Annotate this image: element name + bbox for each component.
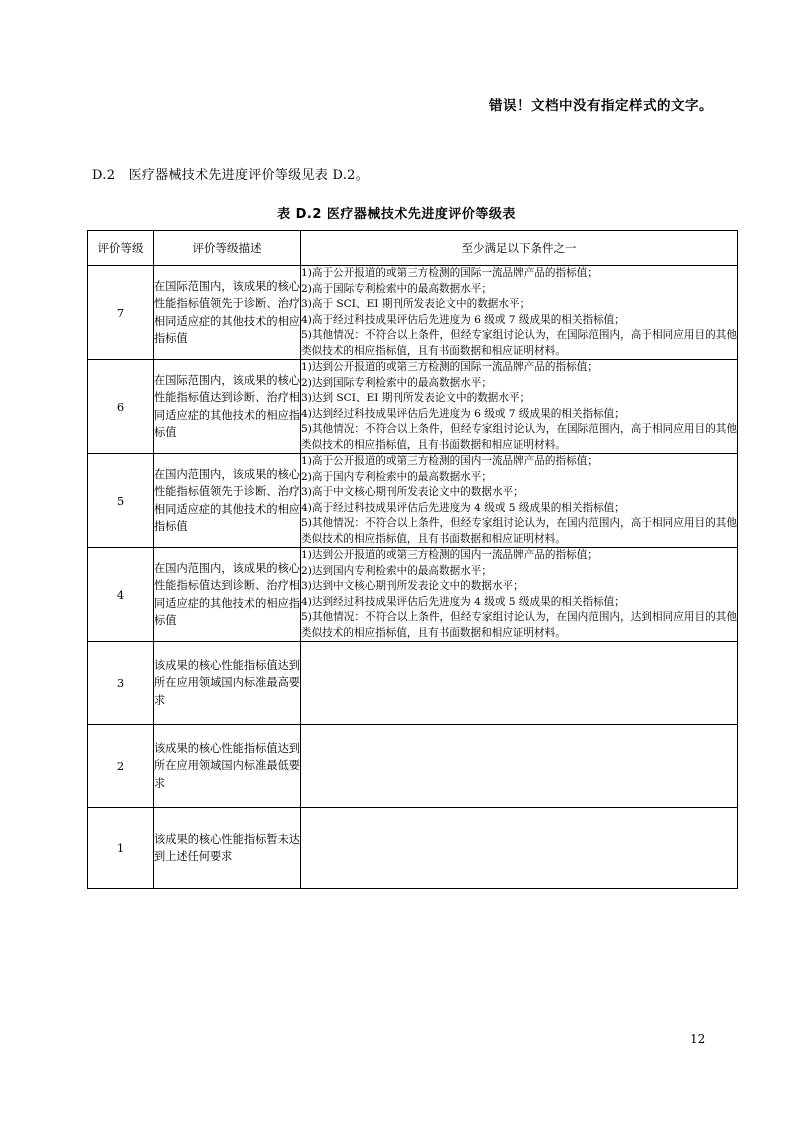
table-caption: 表 D.2 医疗器械技术先进度评价等级表 <box>277 207 516 222</box>
condition-item: 5)其他情况：不符合以上条件，但经专家组讨论认为，在国际范围内，高于相同应用目的其他类似技术的相应指标值，且有书面数据和相应证明材料。 <box>301 329 737 357</box>
condition-item: 4)达到经过科技成果评估后先进度为 6 级或 7 级成果的相关指标值； <box>301 407 625 420</box>
table-row <box>88 642 738 725</box>
table-header-row <box>88 231 738 266</box>
condition-item: 5)其他情况：不符合以上条件，但经专家组讨论认为，在国内范围内，高于相同应用目的其他类似技术的相应指标值，且有书面数据和相应证明材料。 <box>301 517 737 545</box>
condition-item: 3)达到中文核心期刊所发表论文中的数据水平； <box>301 580 524 592</box>
grade-description: 在国内范围内，该成果的核心性能指标值达到诊断、治疗相同适应症的其他技术的相应指标值 <box>154 548 301 642</box>
grade-conditions-empty <box>301 808 738 889</box>
condition-item: 3)达到 SCI、EI 期刊所发表论文中的数据水平； <box>301 392 531 404</box>
table-row <box>88 266 738 360</box>
grade-description: 在国际范围内，该成果的核心性能指标值领先于诊断、治疗相同适应症的其他技术的相应指标值 <box>154 266 301 360</box>
table-row <box>88 548 738 642</box>
grade-conditions <box>301 454 738 548</box>
condition-item: 2)达到国际专利检索中的最高数据水平； <box>301 376 492 389</box>
grade-level: 6 <box>88 360 154 454</box>
table-row <box>88 725 738 808</box>
condition-item: 2)高于国际专利检索中的最高数据水平； <box>301 282 492 295</box>
condition-item: 5)其他情况：不符合以上条件，但经专家组讨论认为，在国际范围内，高于相同应用目的其他类似技术的相应指标值，且有书面数据和相应证明材料。 <box>301 423 737 451</box>
condition-item: 5)其他情况：不符合以上条件，但经专家组讨论认为，在国内范围内，达到相同应用目的其他类似技术的相应指标值，且有书面数据和相应证明材料。 <box>301 611 737 639</box>
condition-item: 1)高于公开报道的或第三方检测的国内一流品牌产品的指标值； <box>301 455 598 467</box>
condition-item: 1)达到公开报道的或第三方检测的国际一流品牌产品的指标值； <box>301 361 598 373</box>
grade-description: 在国际范围内，该成果的核心性能指标值达到诊断、治疗相同适应症的其他技术的相应指标值 <box>154 360 301 454</box>
grade-description: 该成果的核心性能指标值达到所在应用领域国内标准最低要求 <box>154 725 301 808</box>
condition-item: 1)达到公开报道的或第三方检测的国内一流品牌产品的指标值； <box>301 549 598 561</box>
condition-item: 4)达到经过科技成果评估后先进度为 4 级或 5 级成果的相关指标值； <box>301 595 625 608</box>
grade-level: 1 <box>88 808 154 889</box>
table-row <box>88 808 738 889</box>
grade-conditions-empty <box>301 642 738 725</box>
condition-item: 1)高于公开报道的或第三方检测的国际一流品牌产品的指标值； <box>301 267 598 279</box>
grade-conditions-empty <box>301 725 738 808</box>
intro-paragraph: D.2 医疗器械技术先进度评价等级见表 D.2。 <box>92 168 370 183</box>
header-conditions: 至少满足以下条件之一 <box>301 231 738 266</box>
grade-level: 5 <box>88 454 154 548</box>
grade-description: 在国内范围内，该成果的核心性能指标值领先于诊断、治疗相同适应症的其他技术的相应指标值 <box>154 454 301 548</box>
grade-level: 3 <box>88 642 154 725</box>
condition-item: 3)高于中文核心期刊所发表论文中的数据水平； <box>301 486 524 498</box>
header-level: 评价等级 <box>88 231 154 266</box>
grade-level: 2 <box>88 725 154 808</box>
grade-description: 该成果的核心性能指标值达到所在应用领域国内标准最高要求 <box>154 642 301 725</box>
condition-item: 3)高于 SCI、EI 期刊所发表论文中的数据水平； <box>301 298 531 310</box>
grade-level: 7 <box>88 266 154 360</box>
evaluation-grade-table <box>87 230 738 889</box>
condition-item: 4)高于经过科技成果评估后先进度为 6 级或 7 级成果的相关指标值； <box>301 313 625 326</box>
grade-conditions <box>301 360 738 454</box>
grade-conditions <box>301 266 738 360</box>
table-row <box>88 360 738 454</box>
grade-conditions <box>301 548 738 642</box>
condition-item: 2)达到国内专利检索中的最高数据水平； <box>301 564 492 577</box>
page-number: 12 <box>690 1032 706 1046</box>
grade-level: 4 <box>88 548 154 642</box>
header-description: 评价等级描述 <box>154 231 301 266</box>
condition-item: 2)高于国内专利检索中的最高数据水平； <box>301 470 492 483</box>
grade-description: 该成果的核心性能指标暂未达到上述任何要求 <box>154 808 301 889</box>
table-row <box>88 454 738 548</box>
condition-item: 4)高于经过科技成果评估后先进度为 4 级或 5 级成果的相关指标值； <box>301 501 625 514</box>
running-header: 错误！文档中没有指定样式的文字。 <box>489 98 713 114</box>
